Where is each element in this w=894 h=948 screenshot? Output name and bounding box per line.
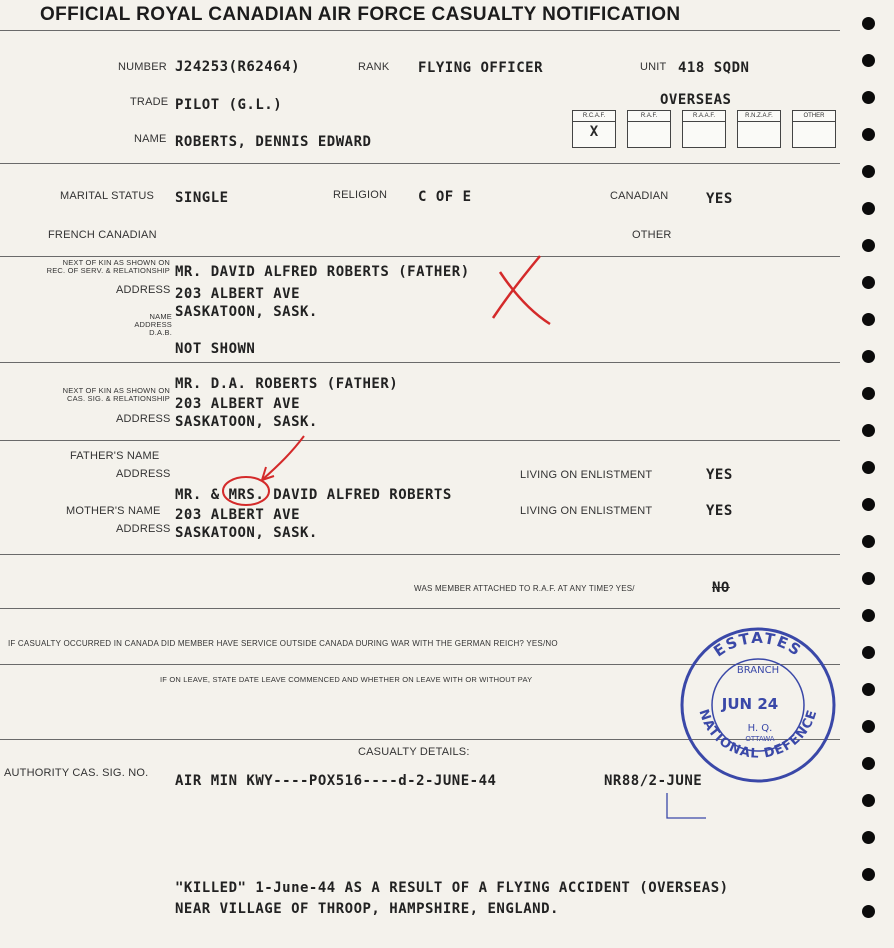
- form-title: OFFICIAL ROYAL CANADIAN AIR FORCE CASUALTY NOTIFICATION: [40, 4, 681, 25]
- service-boxes: [572, 110, 837, 148]
- dab-label: [110, 313, 172, 337]
- punch-hole: [862, 720, 875, 733]
- punch-hole: [862, 535, 875, 548]
- stamp-top-path: ESTATES: [710, 628, 806, 661]
- divider: [0, 608, 840, 609]
- nok-service-label: [28, 259, 170, 275]
- religion-label: RELIGION: [333, 189, 388, 201]
- father-living-label: LIVING ON ENLISTMENT: [520, 469, 653, 481]
- rank-label: RANK: [358, 61, 390, 73]
- punch-hole: [862, 165, 875, 178]
- stamp-bottom-path: NATIONAL DEFENCE: [695, 707, 821, 762]
- punch-hole: [862, 313, 875, 326]
- punch-hole: [862, 202, 875, 215]
- service-box-mark: X: [589, 124, 599, 140]
- overseas-text: OVERSEAS: [660, 92, 732, 108]
- father-name-label: FATHER'S NAME: [70, 450, 160, 462]
- nok-service-value: MR. DAVID ALFRED ROBERTS (FATHER): [175, 264, 470, 280]
- punch-hole: [862, 868, 875, 881]
- nok-service-label-line: NEXT OF KIN AS SHOWN ON: [62, 258, 170, 267]
- punch-hole: [862, 424, 875, 437]
- punch-hole: [862, 757, 875, 770]
- divider: [0, 30, 840, 31]
- service-box-rcaf: [572, 110, 616, 148]
- red-x-mark: [500, 272, 550, 324]
- marital-status-label: MARITAL STATUS: [60, 190, 155, 202]
- red-x-mark: [493, 256, 540, 318]
- name-label: NAME: [134, 133, 167, 145]
- stamp-date: JUN 24: [721, 695, 779, 713]
- mother-living-value: YES: [706, 503, 733, 519]
- divider: [0, 362, 840, 363]
- punch-hole: [862, 461, 875, 474]
- casualty-line-2: NEAR VILLAGE OF THROOP, HAMPSHIRE, ENGLAND.: [175, 901, 559, 917]
- nok-service-address-2: SASKATOON, SASK.: [175, 304, 318, 320]
- parents-address-2: SASKATOON, SASK.: [175, 525, 318, 541]
- punch-hole: [862, 128, 875, 141]
- canadian-label: CANADIAN: [610, 190, 669, 202]
- punch-hole: [862, 387, 875, 400]
- number-label: NUMBER: [118, 61, 167, 73]
- nok-signal-address-label: ADDRESS: [116, 413, 171, 425]
- red-arrow-mark: [262, 467, 274, 480]
- punch-hole: [862, 91, 875, 104]
- punch-hole: [862, 498, 875, 511]
- nok-service-address-label: ADDRESS: [116, 284, 171, 296]
- authority-reference: NR88/2-JUNE: [604, 773, 703, 789]
- canadian-value: YES: [706, 191, 733, 207]
- nok-signal-address-1: 203 ALBERT AVE: [175, 396, 301, 412]
- punch-hole: [862, 831, 875, 844]
- other-label: OTHER: [632, 229, 672, 241]
- punch-hole: [862, 572, 875, 585]
- punch-hole: [862, 54, 875, 67]
- trade-value: PILOT (G.L.): [175, 97, 283, 113]
- nok-service-address-1: 203 ALBERT AVE: [175, 286, 301, 302]
- father-living-value: YES: [706, 467, 733, 483]
- service-box-caption: R.A.F.: [628, 111, 670, 122]
- service-box-rnzaf: [737, 110, 781, 148]
- estates-branch-stamp: [678, 625, 838, 785]
- marital-status-value: SINGLE: [175, 190, 229, 206]
- leave-question: IF ON LEAVE, STATE DATE LEAVE COMMENCED AND WHETHER ON LEAVE WITH OR WITHOUT PAY: [160, 675, 533, 684]
- rank-value: FLYING OFFICER: [418, 60, 544, 76]
- nok-signal-label-line: CAS. SIG. & RELATIONSHIP: [66, 394, 170, 403]
- dab-value: NOT SHOWN: [175, 341, 256, 357]
- raf-attached-answer: NO: [712, 580, 730, 596]
- authority-value: AIR MIN KWY----POX516----d-2-JUNE-44: [175, 773, 497, 789]
- dab-label-line: D.A.B.: [149, 328, 172, 337]
- service-box-raf: [627, 110, 671, 148]
- casualty-details-heading: CASUALTY DETAILS:: [358, 746, 470, 758]
- punch-hole: [862, 276, 875, 289]
- stamp-city: OTTAWA: [745, 735, 775, 743]
- service-outside-canada-question: IF CASUALTY OCCURRED IN CANADA DID MEMBER HAVE SERVICE OUTSIDE CANADA DURING WAR WITH THE GERMAN REICH? YES/NO: [8, 639, 558, 648]
- punch-hole: [862, 17, 875, 30]
- parents-names: MR. & MRS. DAVID ALFRED ROBERTS: [175, 487, 452, 503]
- raf-attached-question: WAS MEMBER ATTACHED TO R.A.F. AT ANY TIME? YES/: [414, 584, 635, 593]
- divider: [0, 440, 840, 441]
- divider: [0, 256, 840, 257]
- authority-label: AUTHORITY CAS. SIG. NO.: [4, 767, 149, 779]
- mother-living-label: LIVING ON ENLISTMENT: [520, 505, 653, 517]
- airman-name: ROBERTS, DENNIS EDWARD: [175, 134, 372, 150]
- stamp-top-text: [710, 629, 805, 660]
- service-box-caption: OTHER: [793, 111, 835, 122]
- punch-hole: [862, 905, 875, 918]
- mother-address-label: ADDRESS: [116, 523, 171, 535]
- nok-signal-label: [28, 387, 170, 403]
- religion-value: C OF E: [418, 189, 472, 205]
- nok-signal-label-line: NEXT OF KIN AS SHOWN ON: [62, 386, 170, 395]
- trade-label: TRADE: [130, 96, 169, 108]
- parents-address-1: 203 ALBERT AVE: [175, 507, 301, 523]
- casualty-line-1: "KILLED" 1-June-44 AS A RESULT OF A FLYING ACCIDENT (OVERSEAS): [175, 880, 729, 896]
- service-number: J24253(R62464): [175, 59, 301, 75]
- nok-signal-value: MR. D.A. ROBERTS (FATHER): [175, 376, 399, 392]
- punch-hole: [862, 646, 875, 659]
- punch-hole: [862, 239, 875, 252]
- service-box-other: [792, 110, 836, 148]
- blue-pen-mark: [667, 793, 706, 818]
- nok-service-label-line: REC. OF SERV. & RELATIONSHIP: [46, 266, 170, 275]
- dab-label-line: ADDRESS: [134, 320, 172, 329]
- service-box-raaf: [682, 110, 726, 148]
- dab-label-line: NAME: [149, 312, 172, 321]
- service-box-caption: R.A.A.F.: [683, 111, 725, 122]
- father-address-label: ADDRESS: [116, 468, 171, 480]
- french-canadian-label: FRENCH CANADIAN: [48, 229, 157, 241]
- service-box-caption: R.C.A.F.: [573, 111, 615, 122]
- red-arrow-mark: [262, 436, 304, 480]
- punch-hole: [862, 350, 875, 363]
- punch-hole-strip: [856, 0, 894, 948]
- service-box-caption: R.N.Z.A.F.: [738, 111, 780, 122]
- mother-name-label: MOTHER'S NAME: [66, 505, 161, 517]
- divider: [0, 554, 840, 555]
- stamp-branch: BRANCH: [736, 665, 780, 676]
- unit-label: UNIT: [640, 61, 667, 73]
- nok-signal-address-2: SASKATOON, SASK.: [175, 414, 318, 430]
- stamp-hq: H. Q.: [747, 723, 773, 734]
- punch-hole: [862, 794, 875, 807]
- punch-hole: [862, 683, 875, 696]
- unit-value: 418 SQDN: [678, 60, 750, 76]
- divider: [0, 163, 840, 164]
- punch-hole: [862, 609, 875, 622]
